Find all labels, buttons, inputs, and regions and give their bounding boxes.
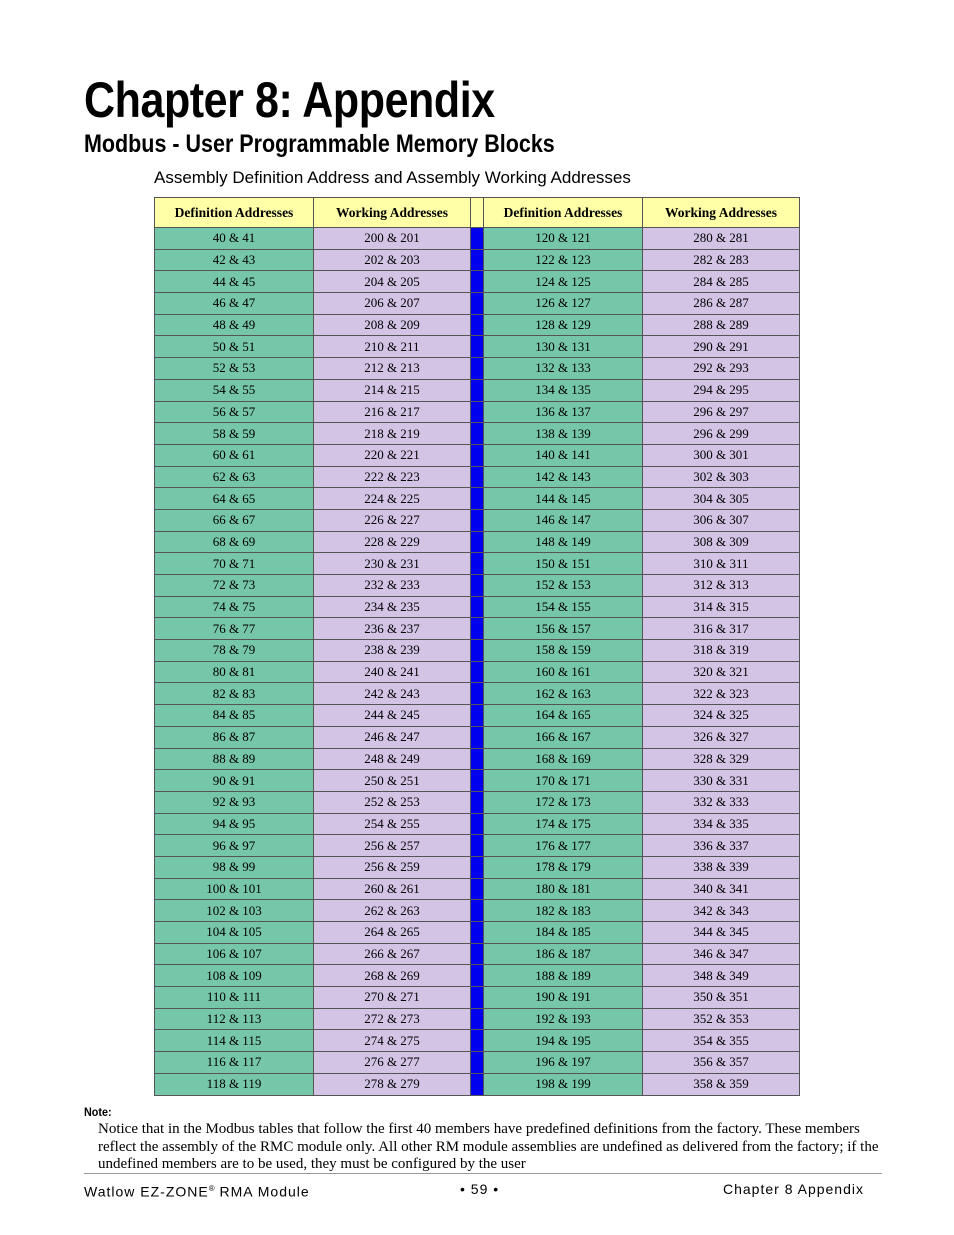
definition-address-cell: 80 & 81: [155, 661, 314, 683]
column-separator: [471, 640, 484, 662]
note-text: Notice that in the Modbus tables that follow the first 40 members have predefined definitions from the factory. These members reflect the assembly of the RMC module only. All other RM module assemblies are undefined as delivered from the factory; if the undefined members are to be used, they must be configured by the user: [98, 1121, 879, 1172]
table-row: [155, 618, 800, 640]
working-address-cell: 284 & 285: [643, 271, 800, 293]
working-address-cell: 292 & 293: [643, 358, 800, 380]
registered-mark: ®: [208, 1184, 215, 1193]
definition-address-cell: 116 & 117: [155, 1052, 314, 1074]
definition-address-cell: 44 & 45: [155, 271, 314, 293]
working-address-cell: 320 & 321: [643, 661, 800, 683]
working-address-cell: 328 & 329: [643, 748, 800, 770]
column-separator: [471, 661, 484, 683]
working-address-cell: 352 & 353: [643, 1008, 800, 1030]
column-separator: [471, 596, 484, 618]
definition-address-cell: 124 & 125: [484, 271, 643, 293]
definition-address-cell: 90 & 91: [155, 770, 314, 792]
definition-address-cell: 134 & 135: [484, 379, 643, 401]
working-address-cell: 260 & 261: [314, 878, 471, 900]
definition-address-cell: 68 & 69: [155, 531, 314, 553]
column-separator: [471, 900, 484, 922]
table-row: [155, 726, 800, 748]
working-address-cell: 314 & 315: [643, 596, 800, 618]
table-row: [155, 379, 800, 401]
table-row: [155, 943, 800, 965]
working-address-cell: 270 & 271: [314, 987, 471, 1009]
working-address-cell: 286 & 287: [643, 293, 800, 315]
working-address-cell: 340 & 341: [643, 878, 800, 900]
footer-product-name: [84, 1180, 310, 1201]
working-address-cell: 222 & 223: [314, 466, 471, 488]
column-separator: [471, 922, 484, 944]
column-separator: [471, 466, 484, 488]
table-row: [155, 987, 800, 1009]
column-separator: [471, 1052, 484, 1074]
definition-address-cell: 40 & 41: [155, 228, 314, 250]
definition-address-cell: 188 & 189: [484, 965, 643, 987]
working-address-cell: 208 & 209: [314, 314, 471, 336]
working-address-cell: 332 & 333: [643, 791, 800, 813]
table-row: [155, 683, 800, 705]
working-address-cell: 232 & 233: [314, 575, 471, 597]
working-address-cell: 274 & 275: [314, 1030, 471, 1052]
column-separator: [471, 965, 484, 987]
working-address-cell: 246 & 247: [314, 726, 471, 748]
working-address-cell: 300 & 301: [643, 444, 800, 466]
working-address-cell: 302 & 303: [643, 466, 800, 488]
table-row: [155, 358, 800, 380]
working-address-cell: 240 & 241: [314, 661, 471, 683]
definition-address-cell: 56 & 57: [155, 401, 314, 423]
working-address-cell: 280 & 281: [643, 228, 800, 250]
definition-address-cell: 180 & 181: [484, 878, 643, 900]
definition-address-cell: 78 & 79: [155, 640, 314, 662]
table-row: [155, 466, 800, 488]
definition-address-cell: 198 & 199: [484, 1073, 643, 1095]
working-address-cell: 288 & 289: [643, 314, 800, 336]
table-row: [155, 444, 800, 466]
column-separator: [471, 358, 484, 380]
working-address-cell: 250 & 251: [314, 770, 471, 792]
table-row: [155, 661, 800, 683]
table-row: [155, 878, 800, 900]
footer-product-prefix: Watlow EZ-ZONE: [84, 1183, 209, 1200]
column-separator: [471, 509, 484, 531]
working-address-cell: 278 & 279: [314, 1073, 471, 1095]
working-address-cell: 316 & 317: [643, 618, 800, 640]
column-separator: [471, 1073, 484, 1095]
note-label: Note:: [84, 1105, 112, 1119]
definition-address-cell: 130 & 131: [484, 336, 643, 358]
working-address-cell: 204 & 205: [314, 271, 471, 293]
working-address-cell: 306 & 307: [643, 509, 800, 531]
working-address-cell: 234 & 235: [314, 596, 471, 618]
working-address-cell: 218 & 219: [314, 423, 471, 445]
definition-address-cell: 48 & 49: [155, 314, 314, 336]
definition-address-cell: 114 & 115: [155, 1030, 314, 1052]
column-separator: [471, 488, 484, 510]
working-address-cell: 244 & 245: [314, 705, 471, 727]
column-separator: [471, 293, 484, 315]
working-address-cell: 210 & 211: [314, 336, 471, 358]
working-address-cell: 334 & 335: [643, 813, 800, 835]
working-address-cell: 356 & 357: [643, 1052, 800, 1074]
column-separator: [471, 531, 484, 553]
table-row: [155, 553, 800, 575]
definition-address-cell: 192 & 193: [484, 1008, 643, 1030]
header-working-addresses: Working Addresses: [314, 198, 471, 228]
working-address-cell: 296 & 299: [643, 423, 800, 445]
definition-address-cell: 172 & 173: [484, 791, 643, 813]
definition-address-cell: 72 & 73: [155, 575, 314, 597]
definition-address-cell: 164 & 165: [484, 705, 643, 727]
working-address-cell: 262 & 263: [314, 900, 471, 922]
working-address-cell: 338 & 339: [643, 856, 800, 878]
definition-address-cell: 136 & 137: [484, 401, 643, 423]
table-row: [155, 596, 800, 618]
definition-address-cell: 196 & 197: [484, 1052, 643, 1074]
column-separator: [471, 314, 484, 336]
definition-address-cell: 162 & 163: [484, 683, 643, 705]
working-address-cell: 282 & 283: [643, 249, 800, 271]
definition-address-cell: 88 & 89: [155, 748, 314, 770]
table-row: [155, 705, 800, 727]
definition-address-cell: 142 & 143: [484, 466, 643, 488]
working-address-cell: 272 & 273: [314, 1008, 471, 1030]
working-address-cell: 256 & 259: [314, 856, 471, 878]
column-separator: [471, 726, 484, 748]
definition-address-cell: 58 & 59: [155, 423, 314, 445]
definition-address-cell: 194 & 195: [484, 1030, 643, 1052]
table-row: [155, 640, 800, 662]
column-separator: [471, 249, 484, 271]
column-separator: [471, 444, 484, 466]
column-separator: [471, 683, 484, 705]
definition-address-cell: 170 & 171: [484, 770, 643, 792]
table-row: [155, 293, 800, 315]
table-row: [155, 1052, 800, 1074]
working-address-cell: 294 & 295: [643, 379, 800, 401]
working-address-cell: 310 & 311: [643, 553, 800, 575]
footer-chapter: Chapter 8 Appendix: [723, 1181, 864, 1197]
definition-address-cell: 122 & 123: [484, 249, 643, 271]
definition-address-cell: 140 & 141: [484, 444, 643, 466]
working-address-cell: 248 & 249: [314, 748, 471, 770]
table-row: [155, 488, 800, 510]
table-row: [155, 336, 800, 358]
chapter-title: Chapter 8: Appendix: [84, 72, 495, 128]
definition-address-cell: 60 & 61: [155, 444, 314, 466]
working-address-cell: 264 & 265: [314, 922, 471, 944]
column-separator: [471, 770, 484, 792]
working-address-cell: 230 & 231: [314, 553, 471, 575]
definition-address-cell: 102 & 103: [155, 900, 314, 922]
working-address-cell: 322 & 323: [643, 683, 800, 705]
working-address-cell: 206 & 207: [314, 293, 471, 315]
column-separator: [471, 705, 484, 727]
header-definition-addresses: Definition Addresses: [155, 198, 314, 228]
definition-address-cell: 50 & 51: [155, 336, 314, 358]
working-address-cell: 216 & 217: [314, 401, 471, 423]
footer-divider: [84, 1173, 882, 1174]
definition-address-cell: 84 & 85: [155, 705, 314, 727]
table-row: [155, 401, 800, 423]
table-row: [155, 1073, 800, 1095]
definition-address-cell: 158 & 159: [484, 640, 643, 662]
column-separator: [471, 379, 484, 401]
definition-address-cell: 118 & 119: [155, 1073, 314, 1095]
working-address-cell: 308 & 309: [643, 531, 800, 553]
working-address-cell: 236 & 237: [314, 618, 471, 640]
table-row: [155, 770, 800, 792]
definition-address-cell: 128 & 129: [484, 314, 643, 336]
working-address-cell: 238 & 239: [314, 640, 471, 662]
definition-address-cell: 144 & 145: [484, 488, 643, 510]
definition-address-cell: 108 & 109: [155, 965, 314, 987]
section-title: Modbus - User Programmable Memory Blocks: [84, 130, 555, 158]
working-address-cell: 336 & 337: [643, 835, 800, 857]
table-row: [155, 922, 800, 944]
column-separator: [471, 228, 484, 250]
definition-address-cell: 52 & 53: [155, 358, 314, 380]
definition-address-cell: 112 & 113: [155, 1008, 314, 1030]
table-row: [155, 965, 800, 987]
column-separator: [471, 336, 484, 358]
definition-address-cell: 152 & 153: [484, 575, 643, 597]
working-address-cell: 296 & 297: [643, 401, 800, 423]
working-address-cell: 312 & 313: [643, 575, 800, 597]
working-address-cell: 242 & 243: [314, 683, 471, 705]
column-separator: [471, 401, 484, 423]
definition-address-cell: 178 & 179: [484, 856, 643, 878]
definition-address-cell: 110 & 111: [155, 987, 314, 1009]
column-separator: [471, 835, 484, 857]
address-table: [154, 197, 800, 1096]
working-address-cell: 330 & 331: [643, 770, 800, 792]
table-row: [155, 1030, 800, 1052]
definition-address-cell: 46 & 47: [155, 293, 314, 315]
column-separator: [471, 1030, 484, 1052]
definition-address-cell: 146 & 147: [484, 509, 643, 531]
table-row: [155, 900, 800, 922]
table-row: [155, 423, 800, 445]
working-address-cell: 346 & 347: [643, 943, 800, 965]
definition-address-cell: 166 & 167: [484, 726, 643, 748]
definition-address-cell: 66 & 67: [155, 509, 314, 531]
working-address-cell: 354 & 355: [643, 1030, 800, 1052]
working-address-cell: 358 & 359: [643, 1073, 800, 1095]
table-row: [155, 835, 800, 857]
definition-address-cell: 120 & 121: [484, 228, 643, 250]
working-address-cell: 212 & 213: [314, 358, 471, 380]
table-row: [155, 249, 800, 271]
definition-address-cell: 54 & 55: [155, 379, 314, 401]
working-address-cell: 256 & 257: [314, 835, 471, 857]
definition-address-cell: 82 & 83: [155, 683, 314, 705]
column-separator: [471, 878, 484, 900]
working-address-cell: 348 & 349: [643, 965, 800, 987]
working-address-cell: 202 & 203: [314, 249, 471, 271]
working-address-cell: 324 & 325: [643, 705, 800, 727]
definition-address-cell: 106 & 107: [155, 943, 314, 965]
working-address-cell: 228 & 229: [314, 531, 471, 553]
definition-address-cell: 62 & 63: [155, 466, 314, 488]
working-address-cell: 326 & 327: [643, 726, 800, 748]
definition-address-cell: 76 & 77: [155, 618, 314, 640]
definition-address-cell: 154 & 155: [484, 596, 643, 618]
working-address-cell: 304 & 305: [643, 488, 800, 510]
table-row: [155, 228, 800, 250]
table-row: [155, 813, 800, 835]
definition-address-cell: 138 & 139: [484, 423, 643, 445]
definition-address-cell: 182 & 183: [484, 900, 643, 922]
definition-address-cell: 168 & 169: [484, 748, 643, 770]
working-address-cell: 350 & 351: [643, 987, 800, 1009]
working-address-cell: 268 & 269: [314, 965, 471, 987]
definition-address-cell: 150 & 151: [484, 553, 643, 575]
definition-address-cell: 74 & 75: [155, 596, 314, 618]
column-separator: [471, 553, 484, 575]
definition-address-cell: 104 & 105: [155, 922, 314, 944]
table-row: [155, 575, 800, 597]
table-row: [155, 1008, 800, 1030]
definition-address-cell: 148 & 149: [484, 531, 643, 553]
definition-address-cell: 96 & 97: [155, 835, 314, 857]
working-address-cell: 266 & 267: [314, 943, 471, 965]
header-definition-addresses: Definition Addresses: [484, 198, 643, 228]
table-row: [155, 791, 800, 813]
column-separator: [471, 575, 484, 597]
definition-address-cell: 64 & 65: [155, 488, 314, 510]
working-address-cell: 200 & 201: [314, 228, 471, 250]
definition-address-cell: 94 & 95: [155, 813, 314, 835]
column-separator: [471, 791, 484, 813]
definition-address-cell: 100 & 101: [155, 878, 314, 900]
table-caption: Assembly Definition Address and Assembly Working Addresses: [154, 168, 631, 187]
working-address-cell: 214 & 215: [314, 379, 471, 401]
working-address-cell: 254 & 255: [314, 813, 471, 835]
definition-address-cell: 132 & 133: [484, 358, 643, 380]
table-row: [155, 531, 800, 553]
column-separator: [471, 618, 484, 640]
column-separator: [471, 943, 484, 965]
footer-page-number: • 59 •: [460, 1181, 500, 1197]
column-separator: [471, 198, 484, 228]
header-working-addresses: Working Addresses: [643, 198, 800, 228]
definition-address-cell: 186 & 187: [484, 943, 643, 965]
definition-address-cell: 190 & 191: [484, 987, 643, 1009]
table-row: [155, 271, 800, 293]
column-separator: [471, 748, 484, 770]
working-address-cell: 252 & 253: [314, 791, 471, 813]
definition-address-cell: 126 & 127: [484, 293, 643, 315]
column-separator: [471, 813, 484, 835]
working-address-cell: 226 & 227: [314, 509, 471, 531]
table-row: [155, 856, 800, 878]
working-address-cell: 344 & 345: [643, 922, 800, 944]
definition-address-cell: 86 & 87: [155, 726, 314, 748]
working-address-cell: 276 & 277: [314, 1052, 471, 1074]
column-separator: [471, 856, 484, 878]
definition-address-cell: 42 & 43: [155, 249, 314, 271]
working-address-cell: 290 & 291: [643, 336, 800, 358]
table-row: [155, 509, 800, 531]
definition-address-cell: 92 & 93: [155, 791, 314, 813]
definition-address-cell: 184 & 185: [484, 922, 643, 944]
column-separator: [471, 1008, 484, 1030]
column-separator: [471, 987, 484, 1009]
working-address-cell: 224 & 225: [314, 488, 471, 510]
definition-address-cell: 160 & 161: [484, 661, 643, 683]
working-address-cell: 318 & 319: [643, 640, 800, 662]
definition-address-cell: 98 & 99: [155, 856, 314, 878]
table-header-row: [155, 198, 800, 228]
definition-address-cell: 156 & 157: [484, 618, 643, 640]
table-body: [155, 228, 800, 1096]
working-address-cell: 342 & 343: [643, 900, 800, 922]
working-address-cell: 220 & 221: [314, 444, 471, 466]
footer-product-suffix: RMA Module: [214, 1183, 310, 1200]
table-row: [155, 314, 800, 336]
definition-address-cell: 176 & 177: [484, 835, 643, 857]
column-separator: [471, 271, 484, 293]
table-row: [155, 748, 800, 770]
definition-address-cell: 174 & 175: [484, 813, 643, 835]
definition-address-cell: 70 & 71: [155, 553, 314, 575]
column-separator: [471, 423, 484, 445]
